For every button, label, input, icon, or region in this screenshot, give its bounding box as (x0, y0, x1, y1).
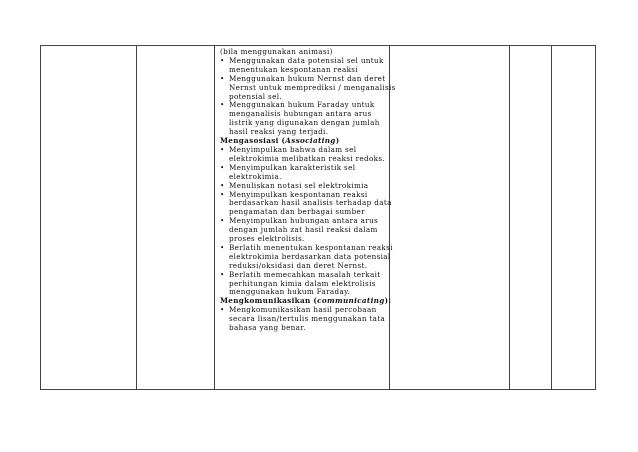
bullet-text-line: elektrokimia melibatkan reaksi redoks. (229, 153, 385, 163)
bullet-item (220, 146, 385, 164)
bullet-text-line: elektrokimia. (229, 171, 282, 181)
bullet-text-line: • Menyimpulkan kespontanan reaksi (229, 189, 368, 199)
bullet-item (220, 73, 396, 102)
table-cell-5 (510, 46, 552, 390)
bullet-text-line: • Menggunakan hukum Faraday untuk (229, 100, 375, 110)
bullet-item (220, 189, 392, 218)
table-cell-6 (552, 46, 596, 390)
bullet-item (220, 217, 385, 244)
activity-list-associating (220, 144, 393, 297)
bullet-text-line: • Mengkomunikasikan hasil percobaan (229, 305, 377, 315)
bullet-text-line: berdasarkan hasil analisis terhadap data (229, 198, 392, 208)
lesson-plan-table (40, 45, 596, 390)
bullet-text-line: potensial sel. (229, 91, 282, 101)
bullet-text-line: • Berlatih memecahkan masalah terkait (229, 269, 381, 279)
heading-associating: Mengasosiasi (Associating) (220, 136, 340, 146)
bullet-item (220, 164, 385, 182)
table-row (41, 46, 596, 390)
bullet-item (220, 242, 393, 271)
bullet-text-line: • Menggunakan hukum Nernst dan deret (229, 73, 386, 83)
bullet-text-line: menggunakan hukum Faraday. (229, 287, 351, 297)
activity-list-communicating (220, 306, 385, 333)
bullet-text-line: • Menyimpulkan hubungan antara arus (229, 216, 379, 226)
bullet-item (220, 101, 385, 137)
bullet-text-line: Nernst untuk memprediksi / menganalisis (229, 82, 396, 92)
bullet-item (220, 57, 385, 75)
bullet-text-line: elektrokimia berdasarkan data potensial (229, 251, 391, 261)
bullet-text-line: • Menyimpulkan bahwa dalam sel (229, 144, 357, 154)
heading-communicating: Mengkomunikasikan (communicating): (220, 296, 392, 306)
bullet-text-line: • Berlatih menentukan kespontanan reaksi (229, 242, 393, 252)
bullet-text-line: hasil reaksi yang terjadi. (229, 127, 329, 137)
learning-activities-cell (215, 46, 396, 390)
bullet-text-line: dengan jumlah zat hasil reaksi dalam (229, 225, 378, 235)
bullet-text-line: listrik yang digunakan dengan jumlah (229, 118, 380, 128)
activity-list-1 (220, 55, 396, 137)
bullet-text-line: • Menyimpulkan karakteristik sel (229, 162, 356, 172)
bullet-text-line: secara lisan/tertulis menggunakan tata (229, 314, 386, 324)
bullet-text-line: menentukan kespontanan reaksi (229, 64, 358, 74)
table-cell-2 (137, 46, 215, 390)
bullet-item (220, 271, 385, 298)
bullet-text-line: bahasa yang benar. (229, 323, 306, 333)
bullet-text-line: perhitungan kimia dalam elektrolisis (229, 278, 376, 288)
table-cell-1 (41, 46, 137, 390)
bullet-text-line: pengamatan dan berbagai sumber (229, 207, 365, 217)
bullet-text-line: • Menuliskan notasi sel elektrokimia (229, 180, 369, 190)
bullet-text-line: menganalisis hubungan antara arus (229, 109, 372, 119)
bullet-text-line: • Menggunakan data potensial sel untuk (229, 55, 384, 65)
intro-line: (bila menggunakan animasi) (220, 47, 333, 56)
bullet-text-line: reduksi/oksidasi dan deret Nernst. (229, 260, 368, 270)
bullet-item (220, 306, 385, 333)
activities-content (215, 46, 396, 333)
bullet-text-line: proses elektrolisis. (229, 234, 305, 244)
table-cell-4 (390, 46, 510, 390)
